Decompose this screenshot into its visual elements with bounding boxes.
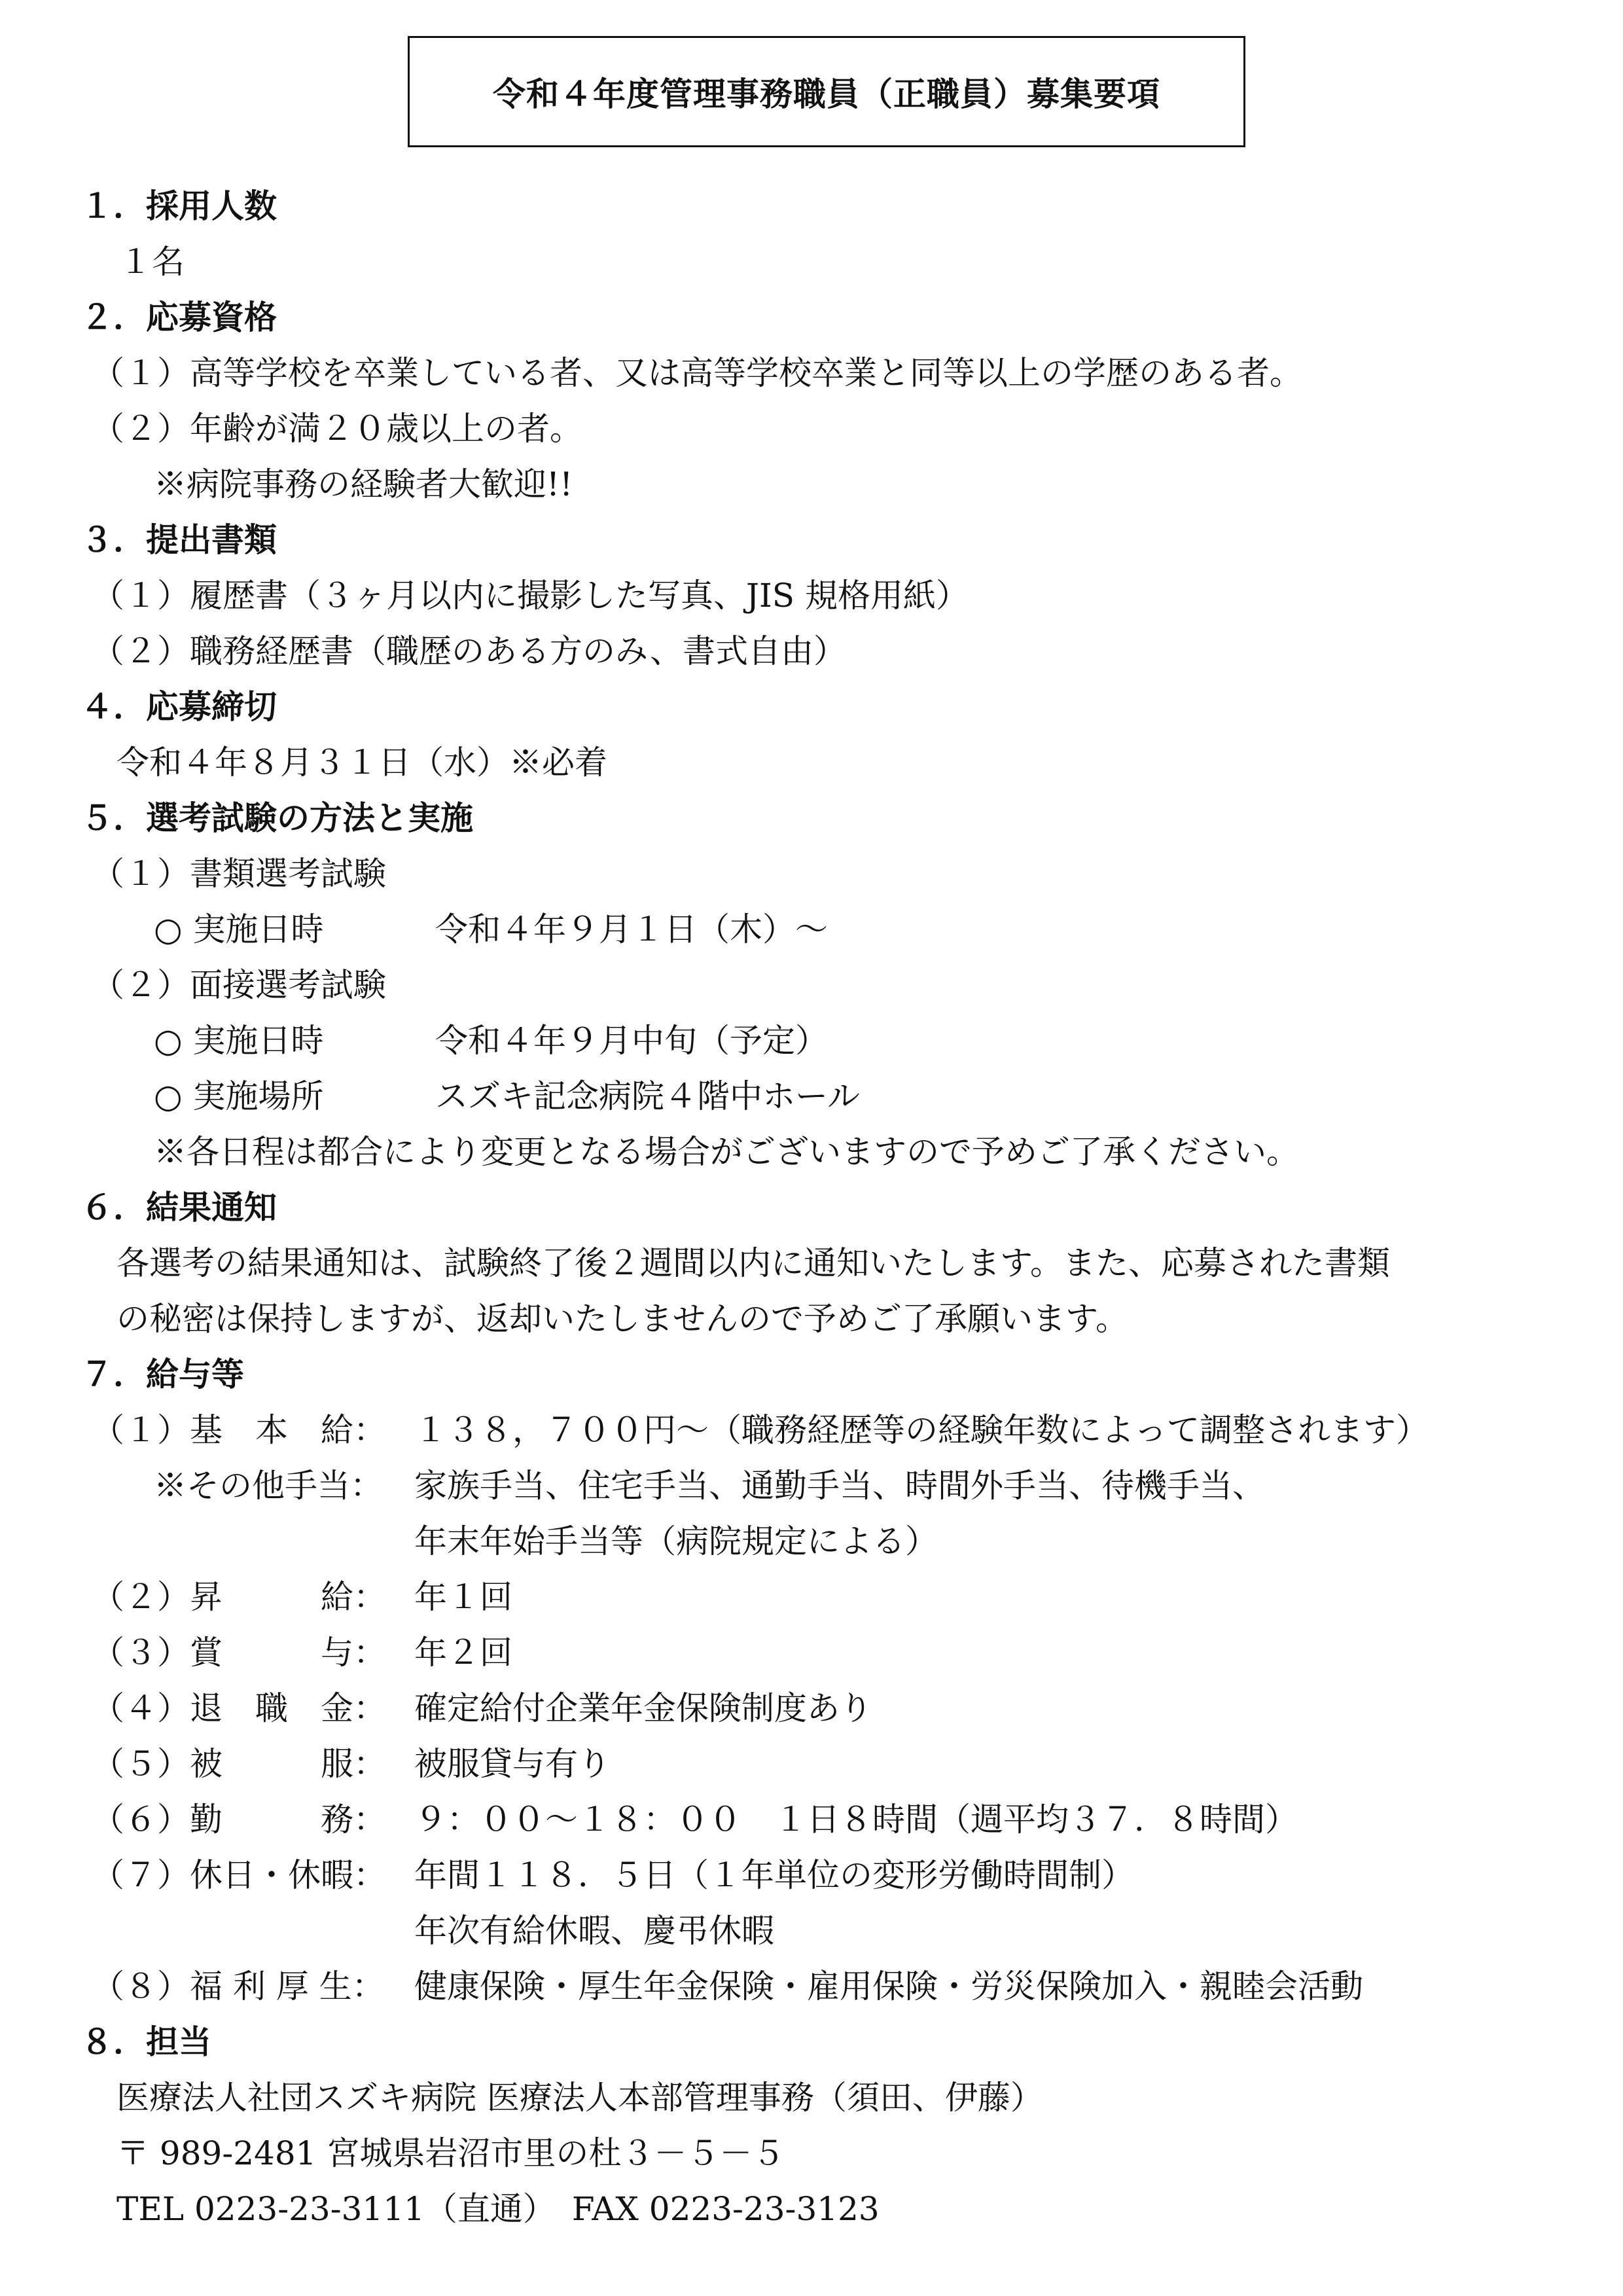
interview-place-label: ○ 実施場所 bbox=[154, 1077, 324, 1115]
document-title: 令和４年度管理事務職員（正職員）募集要項 bbox=[408, 36, 1245, 147]
result-notice-line-1: 各選考の結果通知は、試験終了後２週間以内に通知いたします。また、応募された書類 bbox=[116, 1244, 1390, 1282]
section-heading-1: １．採用人数 bbox=[80, 187, 277, 225]
application-deadline: 令和４年８月３１日（水）※必着 bbox=[116, 744, 607, 781]
uniform-label: （５）被 服： bbox=[92, 1745, 386, 1783]
section-heading-7: ７．給与等 bbox=[80, 1355, 244, 1393]
holiday-label: （７）休日・休暇： bbox=[92, 1856, 386, 1894]
document-item-2: （２）職務経歴書（職歴のある方のみ、書式自由） bbox=[92, 632, 846, 670]
hiring-count: １名 bbox=[119, 243, 185, 281]
section-heading-4: ４．応募締切 bbox=[80, 688, 277, 726]
qualification-2: （２）年齢が満２０歳以上の者。 bbox=[92, 410, 582, 448]
section-heading-3: ３．提出書類 bbox=[80, 521, 277, 559]
work-hours-value: ９：００～１８：００ １日８時間（週平均３７．８時間） bbox=[414, 1801, 1298, 1839]
retirement-value: 確定給付企業年金保険制度あり bbox=[414, 1689, 872, 1727]
screening-interview: （２）面接選考試験 bbox=[92, 966, 386, 1004]
screening-document-date: 令和４年９月１日（木）～ bbox=[435, 910, 828, 948]
allowance-value-2: 年末年始手当等（病院規定による） bbox=[414, 1522, 938, 1560]
uniform-value: 被服貸与有り bbox=[414, 1745, 611, 1783]
retirement-label: （４）退 職 金： bbox=[92, 1689, 386, 1727]
allowance-label: ※その他手当： bbox=[154, 1467, 383, 1505]
bonus-value: 年２回 bbox=[414, 1634, 512, 1672]
contact-address: 〒 989-2481 宮城県岩沼市里の杜３－５－５ bbox=[116, 2134, 785, 2172]
interview-date: 令和４年９月中旬（予定） bbox=[435, 1022, 828, 1060]
document-item-1: （１）履歴書（３ヶ月以内に撮影した写真、JIS 規格用紙） bbox=[92, 577, 969, 615]
contact-organization: 医療法人社団スズキ病院 医療法人本部管理事務（須田、伊藤） bbox=[116, 2079, 1043, 2117]
section-heading-2: ２．応募資格 bbox=[80, 298, 277, 336]
base-salary-label: （１）基 本 給： bbox=[92, 1411, 386, 1449]
base-salary-value: １３８，７００円～（職務経歴等の経験年数によって調整されます） bbox=[414, 1411, 1429, 1449]
welfare-label: （８）福 利 厚 生： bbox=[92, 1967, 385, 2005]
raise-value: 年１回 bbox=[414, 1578, 512, 1616]
qualification-note: ※病院事務の経験者大歓迎!! bbox=[154, 465, 573, 503]
holiday-value-2: 年次有給休暇、慶弔休暇 bbox=[414, 1912, 774, 1950]
section-heading-5: ５．選考試験の方法と実施 bbox=[80, 799, 473, 837]
screening-document-date-label: ○ 実施日時 bbox=[154, 910, 324, 948]
result-notice-line-2: の秘密は保持しますが、返却いたしませんので予めご了承願います。 bbox=[116, 1300, 1128, 1338]
welfare-value: 健康保険・厚生年金保険・雇用保険・労災保険加入・親睦会活動 bbox=[414, 1967, 1363, 2005]
work-hours-label: （６）勤 務： bbox=[92, 1801, 386, 1839]
screening-document: （１）書類選考試験 bbox=[92, 855, 386, 893]
holiday-value-1: 年間１１８．５日（１年単位の変形労働時間制） bbox=[414, 1856, 1134, 1894]
allowance-value-1: 家族手当、住宅手当、通勤手当、時間外手当、待機手当、 bbox=[414, 1467, 1265, 1505]
qualification-1: （１）高等学校を卒業している者、又は高等学校卒業と同等以上の学歴のある者。 bbox=[92, 354, 1302, 392]
interview-place: スズキ記念病院４階中ホール bbox=[435, 1077, 860, 1115]
interview-date-label: ○ 実施日時 bbox=[154, 1022, 324, 1060]
section-heading-6: ６．結果通知 bbox=[80, 1189, 277, 1227]
section-heading-8: ８．担当 bbox=[80, 2023, 211, 2061]
contact-phone: TEL 0223-23-3111（直通） FAX 0223-23-3123 bbox=[116, 2190, 880, 2228]
raise-label: （２）昇 給： bbox=[92, 1578, 386, 1616]
schedule-note: ※各日程は都合により変更となる場合がございますので予めご了承ください。 bbox=[154, 1133, 1299, 1171]
bonus-label: （３）賞 与： bbox=[92, 1634, 386, 1672]
